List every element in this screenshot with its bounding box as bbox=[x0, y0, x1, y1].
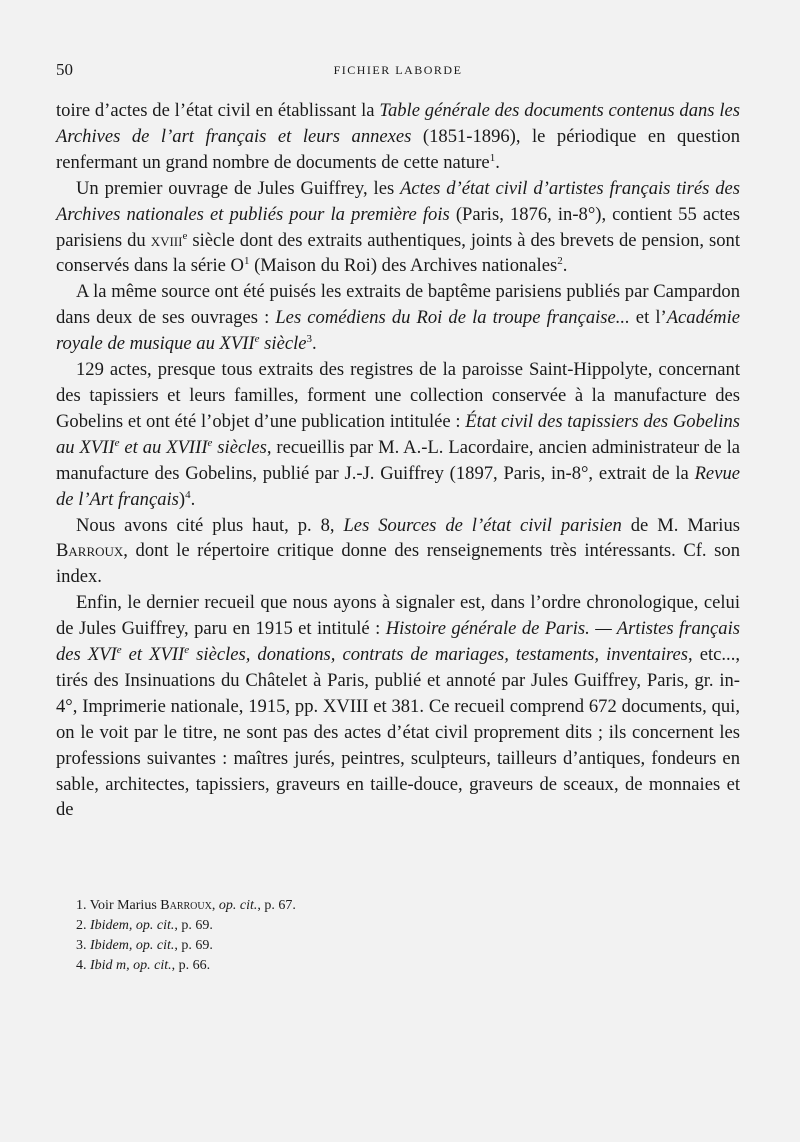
page-header bbox=[56, 60, 740, 84]
footnotes bbox=[56, 896, 740, 976]
paragraph-5: Nous avons cité plus haut, p. 8, Les Sources de l’état civil parisien de M. Marius Barroux, dont le répertoire critique donne des renseignements très intéressants. Cf. son index. bbox=[56, 514, 740, 588]
footnote-ref-4: 4 bbox=[185, 488, 191, 501]
footnote-ref-1: 1 bbox=[489, 151, 496, 164]
footnote-3: 3. Ibidem, op. cit., p. 69. bbox=[76, 938, 213, 953]
title-revue-art-francais: Revue de l’Art français bbox=[56, 462, 740, 510]
footnote-1: 1. Voir Marius Barroux, op. cit., p. 67. bbox=[76, 898, 296, 913]
title-table-generale: Table générale des documents contenus dans les Archives de l’art français et leurs annexes bbox=[56, 100, 740, 147]
footnote-2: 2. Ibidem, op. cit., p. 69. bbox=[76, 918, 213, 933]
author-barroux: Barroux bbox=[56, 540, 124, 562]
title-les-comediens: Les comédiens du Roi de la troupe française... bbox=[275, 307, 630, 329]
title-histoire-generale: Histoire générale de Paris. — Artistes français des XVIe et XVIIe siècles, donations, contrats de mariages, testaments, inventaires bbox=[56, 618, 740, 666]
paragraph-2: Un premier ouvrage de Jules Guiffrey, les Actes d’état civil d’artistes français tirés des Archives nationales et publiés pour la première fois (Paris, 1876, in-8°), contient 55 actes parisiens du xviii$^e$ siècle dont des extraits authentiques, joints à des brevets de pension, sont conservés dans la série $O^1$ (Maison du Roi) des Archives nationales$^2$. bbox=[56, 177, 740, 277]
paragraph-1: toire d’actes de l’état civil en établissant la Table générale des documents contenus dans les Archives de l’art français et leurs annexes (1851-1896), le périodique en question renfermant un grand nombre de documents de cette nature$^1$. bbox=[56, 100, 740, 173]
paragraph-4: 129 actes, presque tous extraits des registres de la paroisse Saint-Hippolyte, concernant des tapissiers et leurs familles, forment une collection conservée à la manufacture des Gobelins et ont été l’objet d’une publication intitulée : État civil des tapissiers des Gobelins au XVIIe et au XVIIIe siècles, recueillis par M. A.-L. Lacordaire, ancien administrateur de la manufacture des Gobelins, publié par J.-J. Guiffrey (1897, Paris, in-8°, extrait de la Revue de l’Art français)$^4$. bbox=[56, 359, 740, 510]
title-sources-etat-civil: Les Sources de l’état civil parisien bbox=[343, 514, 622, 536]
footnote-ref-3: 3 bbox=[306, 333, 312, 346]
title-academie-royale: Académie royale de musique au XVIIe siècle bbox=[56, 307, 740, 355]
page-number: 50 bbox=[56, 60, 73, 79]
title-actes-etat-civil: Actes d’état civil d’artistes français tirés des Archives nationales et publiés pour la première fois bbox=[56, 177, 740, 225]
body-text bbox=[56, 98, 740, 823]
footnote-4: 4. Ibid m, op. cit., p. 66. bbox=[76, 958, 211, 973]
title-etat-civil-tapissiers: État civil des tapissiers des Gobelins au XVIIe et au XVIIIe siècles bbox=[56, 410, 740, 458]
paragraph-6: Enfin, le dernier recueil que nous ayons à signaler est, dans l’ordre chronologique, celui de Jules Guiffrey, paru en 1915 et intitulé : Histoire générale de Paris. — Artistes français des XVIe et XVIIe siècles, donations, contrats de mariages, testaments, inventaires, etc..., tirés des Insinuations du Châtelet à Paris, publié et annoté par Jules Guiffrey, Paris, gr. in-4°, Imprimerie nationale, 1915, pp. XVIII et 381. Ce recueil comprend 672 documents, qui, on le voit par le titre, ne sont pas des actes d’état civil proprement dits ; ils concernent les professions suivantes : maîtres jurés, peintres, sculpteurs, tailleurs d’antiques, fondeurs en sable, architectes, tapissiers, graveurs en taille-douce, graveurs de sceaux, de monnaies et de bbox=[56, 592, 740, 821]
running-title: FICHIER LABORDE bbox=[333, 63, 463, 77]
footnote-ref-2: 2 bbox=[557, 255, 563, 268]
paragraph-3: A la même source ont été puisés les extraits de baptême parisiens publiés par Campardon dans deux de ses ouvrages : Les comédiens du Roi de la troupe française... et l’Académie royale de musique au XVIIe siècle$^3$. bbox=[56, 281, 740, 355]
